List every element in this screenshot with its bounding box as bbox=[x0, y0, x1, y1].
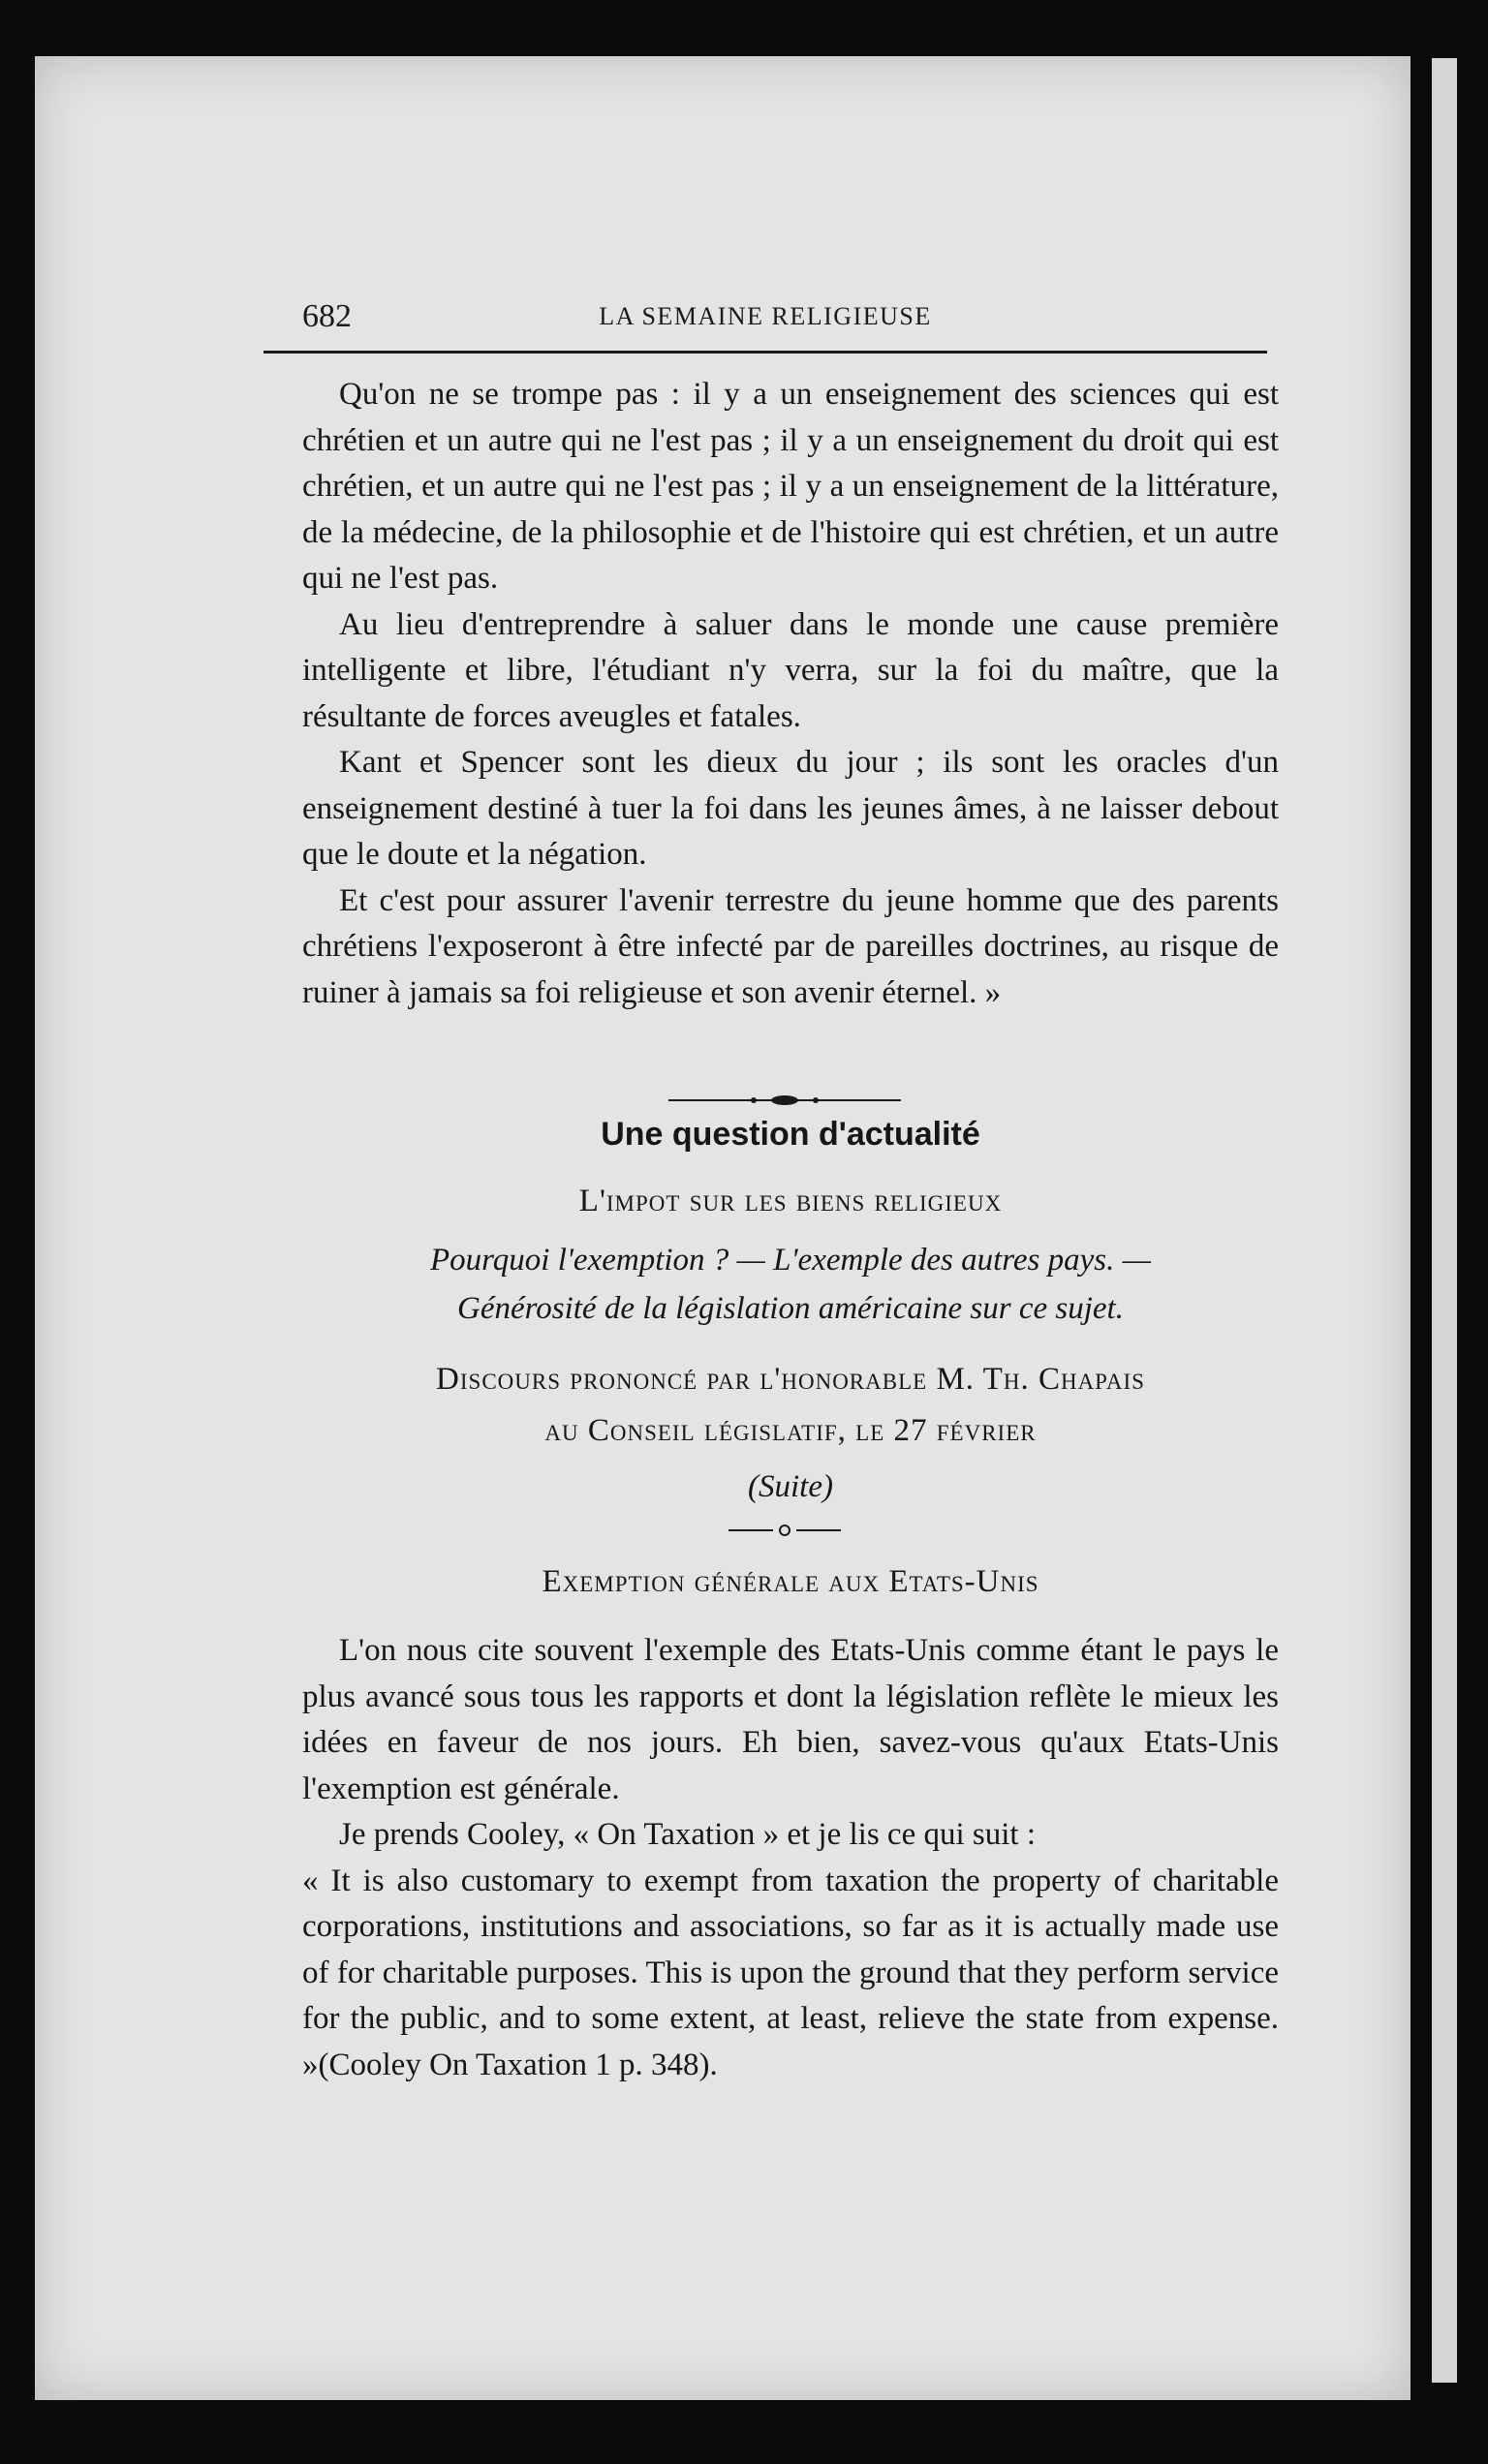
page-number: 682 bbox=[302, 298, 352, 334]
paragraph: Qu'on ne se trompe pas : il y a un enseignement des sciences qui est chrétien et un autre qui ne l'est pas ; il y a un enseignement du droit qui est chrétien, et un autre qui ne l'est pas ; il y a un enseignement de la littérature, de la médecine, de la philosophie et de l'histoire qui est chrétien, et un autre qui ne l'est pas. bbox=[302, 377, 1279, 596]
article-title: Une question d'actualité bbox=[601, 1116, 980, 1153]
paragraph: Au lieu d'entreprendre à saluer dans le monde une cause première intelligente et libre, l'étudiant n'y verra, sur la foi du maître, que la résultante de forces aveugles et fatales. bbox=[302, 606, 1279, 734]
paragraph: L'on nous cite souvent l'exemple des Etats-Unis comme étant le pays le plus avancé sous tous les rapports et dont la législation reflète le mieux les idées en faveur de nos jours. Eh bien, savez-vous qu'aux Etats-Unis l'exemption est générale. bbox=[302, 1633, 1279, 1806]
small-divider bbox=[727, 1517, 843, 1540]
speech-line-2: au Conseil législatif, le 27 février bbox=[544, 1413, 1037, 1448]
section-heading: Exemption générale aux Etats-Unis bbox=[542, 1564, 1039, 1599]
quotation: « It is also customary to exempt from taxation the property of charitable corporations, institutions and associations, so far as it is actually made use of for charitable purposes. This is upon the ground that they perform service for the public, and to some extent, at least, relieve the state from expense. »(Cooley On Taxation 1 p. 348). bbox=[302, 1863, 1279, 2082]
page-header bbox=[264, 291, 1267, 354]
continued-note: (Suite) bbox=[748, 1469, 833, 1504]
adjacent-page-edge bbox=[1432, 58, 1457, 2383]
paragraph: Je prends Cooley, « On Taxation » et je lis ce qui suit : bbox=[339, 1817, 1036, 1852]
speech-line-1: Discours prononcé par l'honorable M. Th. Chapais bbox=[436, 1362, 1145, 1397]
body-text bbox=[302, 372, 1279, 1016]
summary-line-1: Pourquoi l'exemption ? — L'exemple des autres pays. — bbox=[430, 1243, 1151, 1278]
paragraph: Kant et Spencer sont les dieux du jour ; ils sont les oracles d'un enseignement destiné à tuer la foi dans les jeunes âmes, à ne laisser debout que le doute et la négation. bbox=[302, 745, 1279, 872]
article-subtitle: L'impot sur les biens religieux bbox=[578, 1184, 1003, 1218]
summary-line-2: Générosité de la législation américaine sur ce sujet. bbox=[457, 1291, 1124, 1326]
article-body bbox=[302, 1628, 1279, 2088]
ornament-divider bbox=[668, 1093, 901, 1107]
paragraph: Et c'est pour assurer l'avenir terrestre du jeune homme que des parents chrétiens l'exposeront à être infecté par de pareilles doctrines, au risque de ruiner à jamais sa foi religieuse et son avenir éternel. » bbox=[302, 882, 1279, 1010]
running-title: LA SEMAINE RELIGIEUSE bbox=[599, 302, 932, 330]
